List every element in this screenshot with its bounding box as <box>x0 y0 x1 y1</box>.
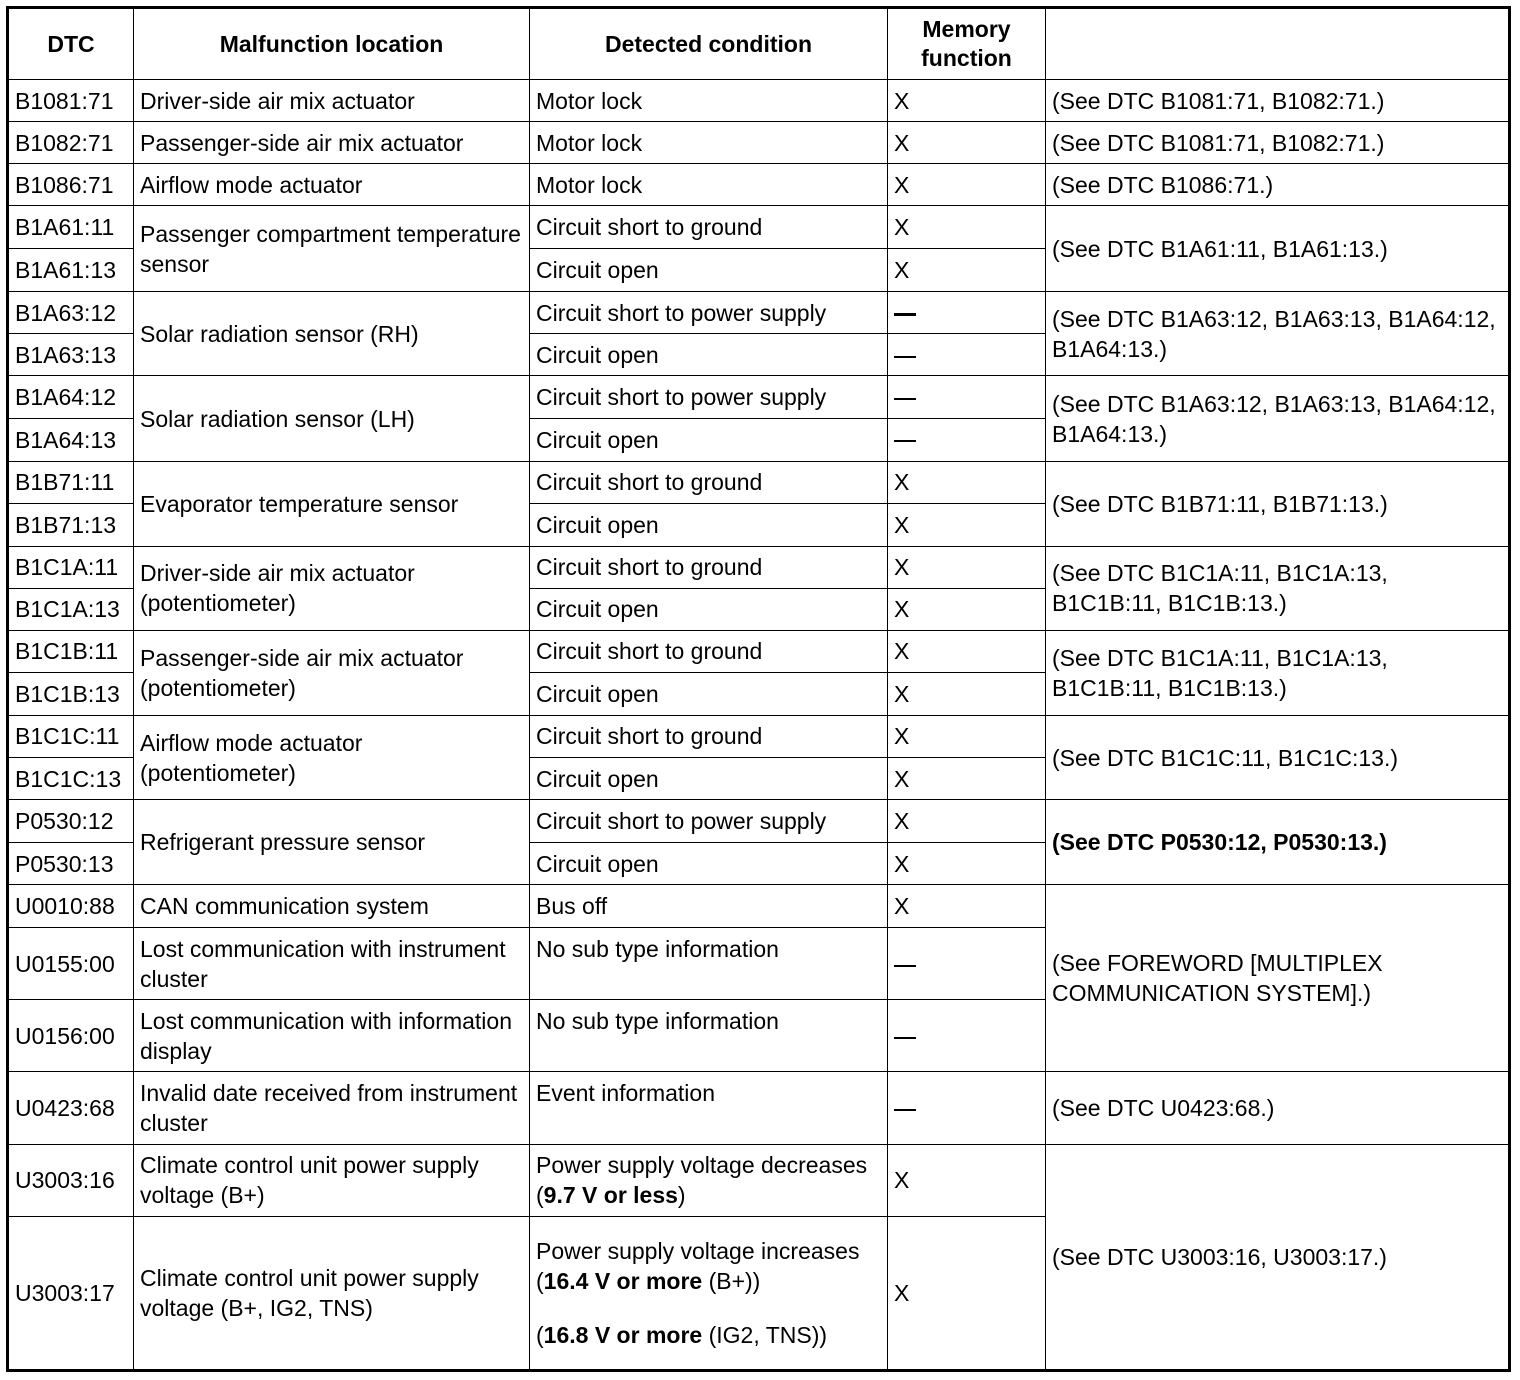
reference: (See DTC B1C1A:11, B1C1A:13, B1C1B:11, B1C1B:13.) <box>1046 630 1510 715</box>
malfunction-location: CAN communication system <box>134 885 530 928</box>
condition-threshold: 9.7 V or less <box>543 1182 678 1209</box>
condition-threshold: 16.4 V or more <box>543 1267 703 1294</box>
dtc-code: U0155:00 <box>8 928 134 1000</box>
table-row <box>8 885 1510 928</box>
memory-function: X <box>888 588 1046 630</box>
detected-condition: Circuit open <box>530 758 888 800</box>
detected-condition: No sub type information <box>530 928 888 1000</box>
reference: (See DTC U0423:68.) <box>1046 1072 1510 1144</box>
dtc-code: B1C1A:13 <box>8 588 134 630</box>
dtc-code: B1C1C:13 <box>8 758 134 800</box>
dtc-code: B1A63:13 <box>8 334 134 376</box>
malfunction-location: Climate control unit power supply voltage (B+, IG2, TNS) <box>134 1216 530 1370</box>
header-reference <box>1046 8 1510 80</box>
dtc-code: U0156:00 <box>8 1000 134 1072</box>
memory-function: X <box>888 80 1046 122</box>
detected-condition: Bus off <box>530 885 888 928</box>
dtc-code: B1B71:13 <box>8 503 134 546</box>
dtc-code: B1C1B:13 <box>8 672 134 715</box>
memory-function <box>888 928 1046 1000</box>
memory-function: X <box>888 546 1046 588</box>
table-row <box>8 122 1510 164</box>
memory-function: X <box>888 843 1046 885</box>
memory-function: X <box>888 715 1046 757</box>
header-detected-condition: Detected condition <box>530 8 888 80</box>
dtc-code: U3003:17 <box>8 1216 134 1370</box>
table-row <box>8 546 1510 588</box>
memory-function: X <box>888 503 1046 546</box>
memory-function <box>888 376 1046 418</box>
dtc-code: P0530:12 <box>8 800 134 843</box>
reference: (See DTC B1A63:12, B1A63:13, B1A64:12, B1A64:13.) <box>1046 292 1510 376</box>
detected-condition: Event information <box>530 1072 888 1144</box>
condition-text: ( <box>536 1321 544 1348</box>
detected-condition: Circuit short to power supply <box>530 376 888 418</box>
dtc-code: B1A61:13 <box>8 249 134 292</box>
memory-function <box>888 292 1046 334</box>
detected-condition: Circuit short to ground <box>530 546 888 588</box>
detected-condition: Circuit open <box>530 334 888 376</box>
dtc-code: P0530:13 <box>8 843 134 885</box>
table-row <box>8 206 1510 249</box>
detected-condition: Circuit short to power supply <box>530 292 888 334</box>
detected-condition: Circuit open <box>530 843 888 885</box>
detected-condition: Circuit open <box>530 588 888 630</box>
malfunction-location: Invalid date received from instrument cluster <box>134 1072 530 1144</box>
memory-function: X <box>888 206 1046 249</box>
table-row <box>8 164 1510 206</box>
malfunction-location: Airflow mode actuator <box>134 164 530 206</box>
dash-mark <box>894 1037 916 1039</box>
detected-condition: Motor lock <box>530 80 888 122</box>
detected-condition: Circuit short to ground <box>530 206 888 249</box>
table-row <box>8 715 1510 757</box>
reference: (See DTC B1C1A:11, B1C1A:13, B1C1B:11, B1C1B:13.) <box>1046 546 1510 630</box>
dtc-code: B1A64:12 <box>8 376 134 418</box>
detected-condition: Circuit short to ground <box>530 715 888 757</box>
memory-function: X <box>888 885 1046 928</box>
malfunction-location: Refrigerant pressure sensor <box>134 800 530 885</box>
malfunction-location: Driver-side air mix actuator <box>134 80 530 122</box>
detected-condition: Circuit open <box>530 503 888 546</box>
dtc-code: B1A63:12 <box>8 292 134 334</box>
dtc-code: B1C1B:11 <box>8 630 134 672</box>
detected-condition <box>530 1144 888 1216</box>
reference: (See DTC P0530:12, P0530:13.) <box>1046 800 1510 885</box>
table-row <box>8 800 1510 843</box>
dtc-code: U0423:68 <box>8 1072 134 1144</box>
detected-condition: Circuit short to power supply <box>530 800 888 843</box>
dtc-code: B1A61:11 <box>8 206 134 249</box>
condition-line <box>536 1236 881 1296</box>
detected-condition: Circuit short to ground <box>530 461 888 503</box>
reference: (See DTC B1C1C:11, B1C1C:13.) <box>1046 715 1510 799</box>
memory-function: X <box>888 758 1046 800</box>
dash-mark <box>894 1109 916 1111</box>
header-row <box>8 8 1510 80</box>
table-row <box>8 461 1510 503</box>
dtc-code: B1082:71 <box>8 122 134 164</box>
header-memory-function: Memory function <box>888 8 1046 80</box>
dtc-table <box>6 6 1511 1372</box>
memory-function: X <box>888 461 1046 503</box>
memory-function <box>888 418 1046 461</box>
dash-mark <box>894 398 916 400</box>
dash-mark <box>894 965 916 967</box>
detected-condition: Motor lock <box>530 164 888 206</box>
memory-function: X <box>888 249 1046 292</box>
condition-text: (B+)) <box>702 1267 761 1294</box>
memory-function: X <box>888 800 1046 843</box>
dash-mark <box>894 356 916 358</box>
dtc-code: B1B71:11 <box>8 461 134 503</box>
memory-function: X <box>888 1216 1046 1370</box>
malfunction-location: Passenger-side air mix actuator (potentiometer) <box>134 630 530 715</box>
memory-function: X <box>888 672 1046 715</box>
memory-function: X <box>888 630 1046 672</box>
table-row <box>8 1144 1510 1216</box>
reference: (See DTC B1081:71, B1082:71.) <box>1046 122 1510 164</box>
reference: (See DTC B1A61:11, B1A61:13.) <box>1046 206 1510 292</box>
dtc-code: B1C1C:11 <box>8 715 134 757</box>
dash-mark <box>894 440 916 442</box>
dash-mark <box>894 313 916 316</box>
detected-condition: Circuit open <box>530 418 888 461</box>
memory-function: X <box>888 1144 1046 1216</box>
memory-function: X <box>888 164 1046 206</box>
table-row <box>8 80 1510 122</box>
reference: (See DTC U3003:16, U3003:17.) <box>1046 1144 1510 1370</box>
condition-text: Power supply voltage decreases ( <box>536 1152 868 1209</box>
dtc-code: U3003:16 <box>8 1144 134 1216</box>
reference: (See DTC B1081:71, B1082:71.) <box>1046 80 1510 122</box>
reference: (See DTC B1B71:11, B1B71:13.) <box>1046 461 1510 546</box>
malfunction-location: Passenger-side air mix actuator <box>134 122 530 164</box>
detected-condition: Circuit open <box>530 672 888 715</box>
reference: (See DTC B1A63:12, B1A63:13, B1A64:12, B1A64:13.) <box>1046 376 1510 461</box>
malfunction-location: Evaporator temperature sensor <box>134 461 530 546</box>
dtc-code: B1081:71 <box>8 80 134 122</box>
malfunction-location: Lost communication with information display <box>134 1000 530 1072</box>
memory-function <box>888 1000 1046 1072</box>
condition-line <box>536 1320 881 1350</box>
detected-condition: Circuit open <box>530 249 888 292</box>
malfunction-location: Solar radiation sensor (RH) <box>134 292 530 376</box>
dtc-code: B1A64:13 <box>8 418 134 461</box>
memory-function <box>888 334 1046 376</box>
memory-function <box>888 1072 1046 1144</box>
malfunction-location: Lost communication with instrument cluster <box>134 928 530 1000</box>
condition-threshold: 16.8 V or more <box>543 1321 703 1348</box>
header-dtc: DTC <box>8 8 134 80</box>
malfunction-location: Driver-side air mix actuator (potentiometer) <box>134 546 530 630</box>
malfunction-location: Passenger compartment temperature sensor <box>134 206 530 292</box>
malfunction-location: Solar radiation sensor (LH) <box>134 376 530 461</box>
detected-condition: No sub type information <box>530 1000 888 1072</box>
detected-condition: Motor lock <box>530 122 888 164</box>
dtc-code: U0010:88 <box>8 885 134 928</box>
malfunction-location: Airflow mode actuator (potentiometer) <box>134 715 530 799</box>
reference: (See DTC B1086:71.) <box>1046 164 1510 206</box>
dtc-code: B1C1A:11 <box>8 546 134 588</box>
detected-condition <box>530 1216 888 1370</box>
header-malfunction-location: Malfunction location <box>134 8 530 80</box>
table-row <box>8 630 1510 672</box>
reference: (See FOREWORD [MULTIPLEX COMMUNICATION SYSTEM].) <box>1046 885 1510 1072</box>
dtc-code: B1086:71 <box>8 164 134 206</box>
table-row <box>8 376 1510 418</box>
table-row <box>8 292 1510 334</box>
detected-condition: Circuit short to ground <box>530 630 888 672</box>
condition-text: (IG2, TNS)) <box>702 1321 828 1348</box>
malfunction-location: Climate control unit power supply voltage (B+) <box>134 1144 530 1216</box>
condition-text: ) <box>677 1182 686 1209</box>
table-row <box>8 1072 1510 1144</box>
condition-text: Power supply voltage increases ( <box>536 1237 860 1294</box>
memory-function: X <box>888 122 1046 164</box>
